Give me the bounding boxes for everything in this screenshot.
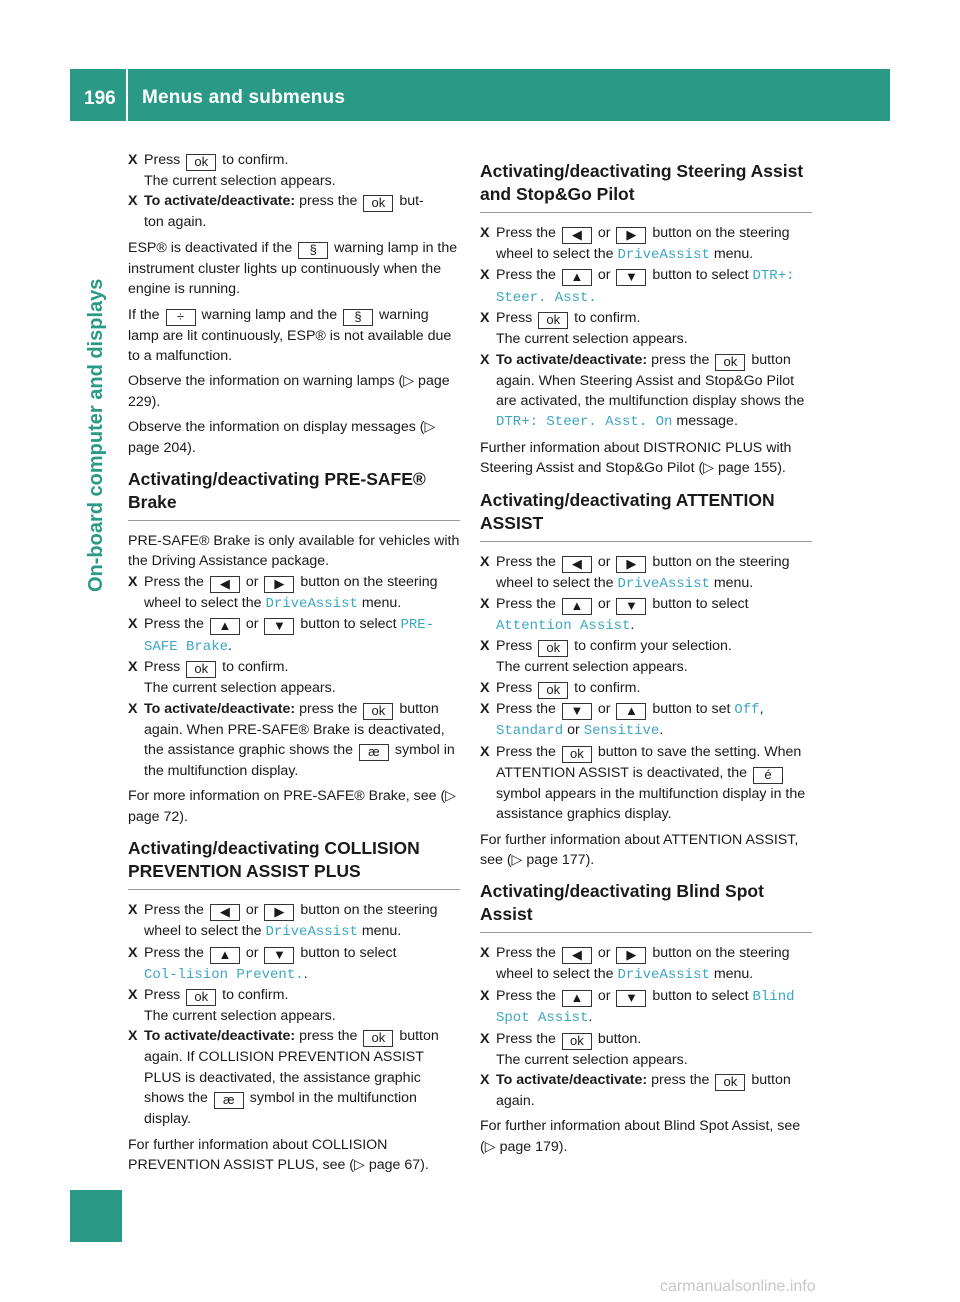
instruction-step: X To activate/deactivate: press the ok button again. If COLLISION PREVENTION ASSIST PLUS is deactivated, the assistance graphic shows the æ symbol in the multifunction display. xyxy=(128,1026,460,1129)
paragraph: PRE-SAFE® Brake is only available for vehicles with the Driving Assistance package. xyxy=(128,533,460,570)
step-result: The current selection appears. xyxy=(144,173,336,189)
button-symbol-icon: ok xyxy=(186,154,216,171)
display-text: DriveAssist xyxy=(617,967,710,984)
button-symbol-icon: ok xyxy=(715,354,745,371)
instruction-step: X Press the ▲ or ▼ button to select Col‑lision Prevent.. xyxy=(128,943,460,985)
paragraph: Observe the information on display messages (▷ page 204). xyxy=(128,419,436,456)
button-symbol-icon: ▶ xyxy=(264,576,294,593)
bold-label: To activate/deactivate: xyxy=(144,1028,296,1045)
section-heading: Activating/deactivating Steering Assist and Stop&Go Pilot xyxy=(480,160,812,213)
button-symbol-icon: ok xyxy=(538,682,568,699)
button-symbol-icon: ok xyxy=(186,661,216,678)
instruction-step: X Press the ▲ or ▼ button to select DTR+: Steer. Asst. xyxy=(480,265,812,308)
button-symbol-icon: ▶ xyxy=(264,904,294,921)
display-text: Blind Spot Assist xyxy=(496,988,795,1027)
button-symbol-icon: ok xyxy=(538,640,568,657)
section-heading: Activating/deactivating PRE-SAFE® Brake xyxy=(128,468,460,521)
button-symbol-icon: ◀ xyxy=(562,556,592,573)
button-symbol-icon: ▼ xyxy=(616,269,646,286)
button-symbol-icon: ok xyxy=(363,703,393,720)
paragraph: If the ÷ warning lamp and the § warning lamp are lit continuously, ESP® is not available due to a malfunction. xyxy=(128,306,452,365)
button-symbol-icon: æ xyxy=(214,1092,244,1109)
left-column xyxy=(128,150,460,1175)
instruction-step: X Press ok to confirm. xyxy=(480,308,812,329)
instruction-step: X Press the ▲ or ▼ button to select Blind Spot Assist. xyxy=(480,986,812,1029)
button-symbol-icon: ▲ xyxy=(562,269,592,286)
button-symbol-icon: æ xyxy=(359,744,389,761)
button-symbol-icon: ok xyxy=(538,312,568,329)
button-symbol-icon: ▼ xyxy=(616,990,646,1007)
instruction-step: X To activate/deactivate: press the ok but- xyxy=(128,191,460,212)
button-symbol-icon: é xyxy=(753,767,783,784)
button-symbol-icon: ok xyxy=(562,1033,592,1050)
paragraph: For further information about COLLISION PREVENTION ASSIST PLUS, see (▷ page 67). xyxy=(128,1136,429,1173)
display-text: Sensitive xyxy=(583,723,660,740)
display-text: DriveAssist xyxy=(265,595,358,612)
bold-label: To activate/deactivate: xyxy=(144,700,296,717)
paragraph: For more information on PRE-SAFE® Brake, see (▷ page 72). xyxy=(128,788,457,825)
button-symbol-icon: ▼ xyxy=(264,618,294,635)
instruction-step: X Press the ▲ or ▼ button to select PRE-SAFE Brake. xyxy=(128,614,460,657)
button-symbol-icon: ◀ xyxy=(210,576,240,593)
instruction-step: X Press ok to confirm. xyxy=(128,657,460,678)
display-text: Standard xyxy=(496,723,564,740)
instruction-step: X Press the ◀ or ▶ button on the steering wheel to select the DriveAssist menu. xyxy=(480,223,812,265)
page-title: Menus and submenus xyxy=(142,87,346,108)
button-symbol-icon: ok xyxy=(715,1074,745,1091)
bold-label: To activate/deactivate: xyxy=(496,351,648,368)
instruction-step: X Press ok to confirm your selection. xyxy=(480,636,812,657)
button-symbol-icon: ◀ xyxy=(210,904,240,921)
bold-label: To activate/deactivate: xyxy=(144,193,296,210)
button-symbol-icon: ▶ xyxy=(616,227,646,244)
display-text: PRE-SAFE Brake xyxy=(144,617,435,655)
button-symbol-icon: ▲ xyxy=(562,990,592,1007)
button-symbol-icon: ▲ xyxy=(210,618,240,635)
step-result: The current selection appears. xyxy=(144,1007,336,1024)
section-heading: Activating/deactivating COLLISION PREVENTION ASSIST PLUS xyxy=(128,837,460,890)
display-text: DriveAssist xyxy=(617,575,710,592)
instruction-step: X Press the ok button. xyxy=(480,1029,812,1050)
paragraph: For further information about Blind Spot Assist, see (▷ page 179). xyxy=(480,1118,801,1155)
paragraph: For further information about ATTENTION ASSIST, see (▷ page 177). xyxy=(480,831,799,868)
button-symbol-icon: ok xyxy=(186,989,216,1006)
instruction-step: X Press ok to confirm. xyxy=(128,985,460,1006)
section-heading: Activating/deactivating Blind Spot Assist xyxy=(480,880,812,933)
right-column xyxy=(480,150,812,1157)
instruction-step: X Press ok to confirm. xyxy=(480,678,812,699)
button-symbol-icon: ÷ xyxy=(166,309,196,326)
button-symbol-icon: ok xyxy=(363,195,393,212)
step-result: The current selection appears. xyxy=(496,1051,688,1068)
sidebar-marker xyxy=(70,1190,122,1242)
button-symbol-icon: § xyxy=(343,309,373,326)
header-divider xyxy=(126,69,128,121)
instruction-step: X Press the ▼ or ▲ button to set Off, Standard or Sensitive. xyxy=(480,699,812,742)
display-text: DriveAssist xyxy=(265,924,358,941)
button-symbol-icon: ◀ xyxy=(562,947,592,964)
instruction-step: X To activate/deactivate: press the ok button again. When Steering Assist and Stop&Go Pilot are activated, the multifunction display shows the DTR+: Steer. Asst. On message. xyxy=(480,350,812,433)
page-number: 196 xyxy=(84,88,116,109)
step-result: The current selection appears. xyxy=(496,331,688,348)
instruction-step: X To activate/deactivate: press the ok button again. When PRE-SAFE® Brake is deactivated, the assistance graphic shows the æ symbol in the multifunction display. xyxy=(128,699,460,782)
display-text: Off xyxy=(734,701,760,718)
paragraph: Observe the information on warning lamps (▷ page 229). xyxy=(128,373,450,410)
instruction-step: X Press the ◀ or ▶ button on the steering wheel to select the DriveAssist menu. xyxy=(480,943,812,985)
bold-label: To activate/deactivate: xyxy=(496,1071,648,1088)
instruction-step: X To activate/deactivate: press the ok button again. xyxy=(480,1070,812,1111)
paragraph: ESP® is deactivated if the § warning lamp in the instrument cluster lights up continuously when the engine is running. xyxy=(128,239,458,298)
instruction-step: X Press the ◀ or ▶ button on the steering wheel to select the DriveAssist menu. xyxy=(128,572,460,614)
button-symbol-icon: § xyxy=(298,242,328,259)
button-symbol-icon: ▲ xyxy=(562,598,592,615)
button-symbol-icon: ◀ xyxy=(562,227,592,244)
step-result: The current selection appears. xyxy=(496,659,688,676)
instruction-step: X Press ok to confirm. xyxy=(128,150,460,171)
instruction-step: X Press the ◀ or ▶ button on the steering wheel to select the DriveAssist menu. xyxy=(128,900,460,942)
instruction-step: X Press the ok button to save the setting. When ATTENTION ASSIST is deactivated, the é symbol appears in the multifunction display in the assistance graphics display. xyxy=(480,742,812,825)
button-symbol-icon: ok xyxy=(562,746,592,763)
instruction-step: X Press the ▲ or ▼ button to select Attention Assist. xyxy=(480,594,812,636)
display-text: Col‑lision Prevent. xyxy=(144,966,304,983)
display-text: DTR+: Steer. Asst. On xyxy=(496,414,673,431)
button-symbol-icon: ▼ xyxy=(616,598,646,615)
sidebar-chapter-label: On-board computer and displays xyxy=(85,278,107,592)
button-symbol-icon: ▶ xyxy=(616,947,646,964)
button-symbol-icon: ok xyxy=(363,1030,393,1047)
display-text: Attention Assist xyxy=(496,618,631,635)
button-symbol-icon: ▲ xyxy=(210,947,240,964)
section-heading: Activating/deactivating ATTENTION ASSIST xyxy=(480,489,812,542)
display-text: DriveAssist xyxy=(617,247,710,263)
instruction-step: X Press the ◀ or ▶ button on the steering wheel to select the DriveAssist menu. xyxy=(480,552,812,594)
step-result: The current selection appears. xyxy=(144,680,336,697)
button-symbol-icon: ▼ xyxy=(264,947,294,964)
display-text: DTR+: Steer. Asst. xyxy=(496,268,795,306)
paragraph: Further information about DISTRONIC PLUS with Steering Assist and Stop&Go Pilot (▷ page 155). xyxy=(480,439,792,477)
button-symbol-icon: ▶ xyxy=(616,556,646,573)
watermark: carmanualsonline.info xyxy=(660,1278,816,1295)
button-symbol-icon: ▲ xyxy=(616,703,646,720)
button-symbol-icon: ▼ xyxy=(562,703,592,720)
step-result: ton again. xyxy=(144,214,207,231)
